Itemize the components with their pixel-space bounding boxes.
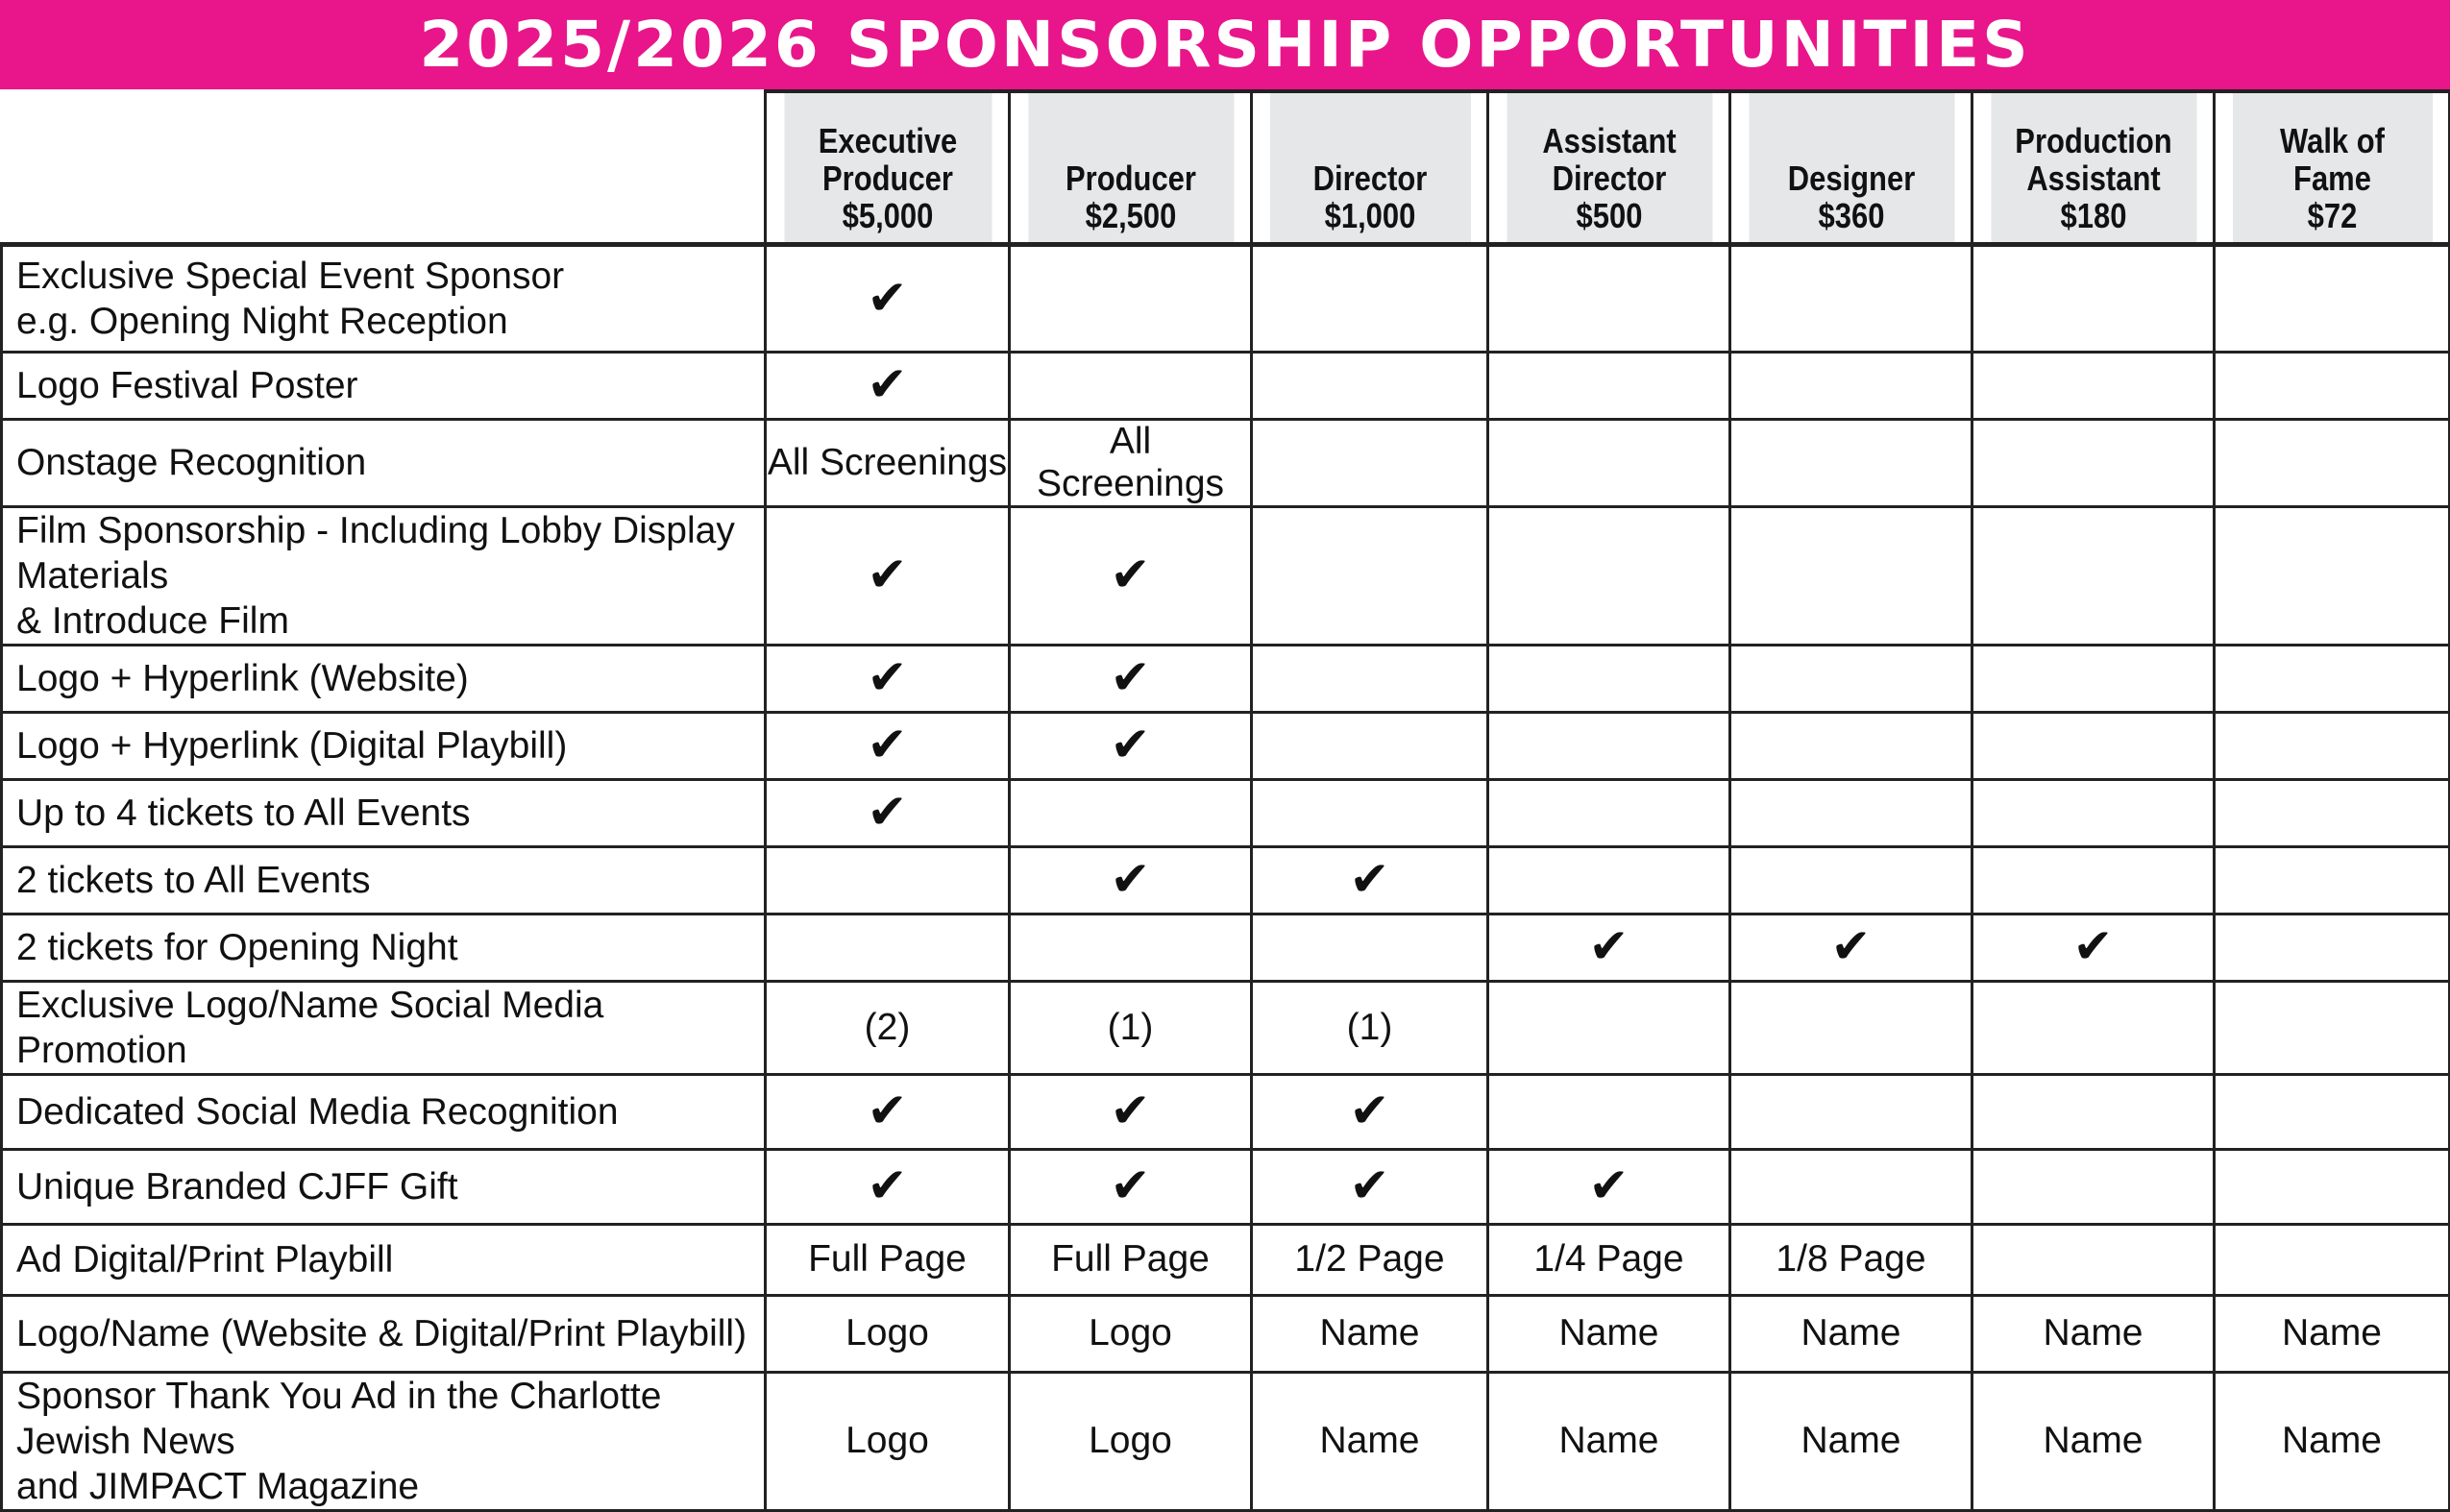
benefit-cell [1730, 645, 1972, 712]
checkmark-icon: ✔ [1110, 1158, 1151, 1213]
benefit-cell [2215, 914, 2450, 981]
feature-cell [2, 981, 766, 1074]
benefit-value: (2) [864, 1006, 911, 1048]
benefit-cell [1730, 506, 1972, 645]
benefit-cell [2215, 645, 2450, 712]
benefit-cell [1488, 779, 1730, 846]
feature-cell [2, 1224, 766, 1295]
benefit-cell [1252, 981, 1488, 1074]
tier-header-line: $72 [2307, 195, 2357, 235]
benefit-cell [1730, 1074, 1972, 1149]
benefit-cell [1252, 1372, 1488, 1510]
tier-header [782, 91, 992, 244]
table-row [2, 712, 2450, 779]
benefit-value: (1) [1107, 1006, 1154, 1048]
tier-header [1747, 91, 1955, 244]
benefit-cell [1252, 1149, 1488, 1224]
benefit-cell [1010, 1295, 1252, 1372]
table-row [2, 846, 2450, 914]
table-row [2, 645, 2450, 712]
benefit-value: Logo [1089, 1420, 1172, 1461]
benefit-cell [1488, 846, 1730, 914]
checkmark-icon: ✔ [867, 269, 908, 326]
checkmark-icon: ✔ [2072, 918, 2114, 974]
checkmark-icon: ✔ [867, 1158, 908, 1213]
tier-header [1989, 91, 2197, 244]
tier-header-line: Assistant [1541, 120, 1677, 160]
benefit-cell [1972, 1372, 2215, 1510]
benefit-value: Full Page [808, 1238, 967, 1280]
benefit-cell [1010, 846, 1252, 914]
feature-cell [2, 419, 766, 506]
benefit-cell [1252, 419, 1488, 506]
benefit-cell [1252, 712, 1488, 779]
checkmark-icon: ✔ [1830, 918, 1872, 974]
benefit-value: (1) [1346, 1006, 1393, 1048]
tier-header-line: Producer [821, 158, 953, 198]
tier-header [1268, 91, 1472, 244]
tier-header-line: Walk of [2279, 120, 2385, 160]
benefit-cell [1972, 506, 2215, 645]
benefit-cell [766, 1074, 1010, 1149]
table-row [2, 914, 2450, 981]
benefit-cell [766, 846, 1010, 914]
benefit-value: Name [1319, 1312, 1420, 1353]
table-row [2, 981, 2450, 1074]
checkmark-icon: ✔ [1110, 547, 1151, 602]
benefit-cell [1252, 779, 1488, 846]
benefit-cell [2215, 712, 2450, 779]
feature-cell [2, 244, 766, 352]
benefit-cell [1252, 1074, 1488, 1149]
benefit-cell [1972, 1074, 2215, 1149]
checkmark-icon: ✔ [1110, 717, 1151, 772]
tier-header [1505, 91, 1713, 244]
feature-cell [2, 846, 766, 914]
tier-header-line: $2,500 [1085, 195, 1176, 235]
benefit-value: Name [1558, 1312, 1659, 1353]
benefit-cell [1252, 244, 1488, 352]
tier-header-line: $1,000 [1324, 195, 1415, 235]
feature-label: 2 tickets for Opening Night [16, 926, 458, 968]
benefit-value: All Screenings [767, 441, 1008, 483]
checkmark-icon: ✔ [867, 649, 908, 705]
benefit-cell [1252, 645, 1488, 712]
benefit-value: Name [1801, 1420, 1901, 1461]
benefit-cell [2215, 1224, 2450, 1295]
benefit-cell [1252, 914, 1488, 981]
benefit-value: 1/8 Page [1776, 1238, 1926, 1280]
tier-header-line: $360 [1818, 195, 1884, 235]
benefit-cell [1972, 645, 2215, 712]
benefit-value: Logo [1089, 1312, 1172, 1353]
tier-header [2231, 91, 2434, 244]
table-row [2, 1295, 2450, 1372]
benefit-cell [766, 1149, 1010, 1224]
checkmark-icon: ✔ [1110, 1083, 1151, 1138]
table-row [2, 506, 2450, 645]
benefit-cell [1010, 914, 1252, 981]
benefit-cell [1972, 981, 2215, 1074]
benefit-cell [766, 352, 1010, 419]
benefit-cell [2215, 981, 2450, 1074]
benefit-cell [1488, 981, 1730, 1074]
feature-cell [2, 1372, 766, 1510]
benefit-cell [2215, 846, 2450, 914]
table-row [2, 779, 2450, 846]
table-row [2, 1224, 2450, 1295]
benefit-cell [766, 1372, 1010, 1510]
checkmark-icon: ✔ [867, 1083, 908, 1138]
feature-label: Unique Branded CJFF Gift [16, 1165, 458, 1207]
benefit-cell [1010, 779, 1252, 846]
benefit-cell [1730, 1149, 1972, 1224]
table-body [2, 244, 2450, 1510]
checkmark-icon: ✔ [1110, 851, 1151, 907]
benefit-cell [1252, 1295, 1488, 1372]
table-row [2, 1149, 2450, 1224]
feature-label: e.g. Opening Night Reception [16, 300, 508, 342]
benefit-cell [1010, 419, 1252, 506]
benefit-value: Name [1319, 1420, 1420, 1461]
benefit-cell [1972, 846, 2215, 914]
feature-label: Exclusive Logo/Name Social Media Promotion [16, 984, 604, 1071]
benefit-cell [766, 419, 1010, 506]
benefit-cell [766, 712, 1010, 779]
benefit-cell [1488, 1074, 1730, 1149]
table-row [2, 1074, 2450, 1149]
benefit-cell [1972, 244, 2215, 352]
feature-label: Logo + Hyperlink (Website) [16, 657, 469, 699]
feature-label: 2 tickets to All Events [16, 859, 371, 901]
tier-header-line: Fame [2292, 158, 2371, 198]
benefit-cell [766, 645, 1010, 712]
feature-label: and JIMPACT Magazine [16, 1465, 420, 1507]
benefit-value: Logo [845, 1312, 929, 1353]
checkmark-icon: ✔ [867, 717, 908, 772]
table-row [2, 1372, 2450, 1510]
header-blank-cell [55, 91, 712, 244]
feature-label: Logo/Name (Website & Digital/Print Playbill) [16, 1312, 747, 1354]
checkmark-icon: ✔ [867, 356, 908, 412]
tier-header-line: Designer [1787, 158, 1915, 198]
benefit-cell [1252, 352, 1488, 419]
benefit-cell [1488, 1224, 1730, 1295]
feature-cell [2, 1074, 766, 1149]
benefit-cell [1972, 779, 2215, 846]
feature-label: Logo Festival Poster [16, 364, 358, 406]
benefit-value: Name [2043, 1312, 2144, 1353]
benefit-cell [1730, 846, 1972, 914]
benefit-cell [766, 779, 1010, 846]
benefit-cell [1010, 244, 1252, 352]
benefit-cell [1972, 1149, 2215, 1224]
benefit-cell [1488, 914, 1730, 981]
benefit-cell [766, 981, 1010, 1074]
benefit-cell [1972, 352, 2215, 419]
table-row [2, 244, 2450, 352]
benefit-cell [2215, 779, 2450, 846]
tier-header-line: Producer [1065, 158, 1196, 198]
feature-cell [2, 914, 766, 981]
feature-label: Film Sponsorship - Including Lobby Display Materials [16, 509, 735, 597]
benefit-cell [1972, 914, 2215, 981]
feature-label: Up to 4 tickets to All Events [16, 792, 471, 834]
benefit-cell [1972, 419, 2215, 506]
benefit-cell [1972, 1224, 2215, 1295]
benefit-cell [1730, 419, 1972, 506]
benefit-cell [1010, 506, 1252, 645]
benefit-cell [766, 1295, 1010, 1372]
feature-cell [2, 352, 766, 419]
benefit-value: Logo [845, 1420, 929, 1461]
benefit-cell [2215, 352, 2450, 419]
sponsorship-table [0, 89, 2450, 1512]
feature-cell [2, 1295, 766, 1372]
benefit-cell [1730, 779, 1972, 846]
feature-label: Onstage Recognition [16, 442, 367, 483]
benefit-cell [1488, 1149, 1730, 1224]
benefit-cell [766, 244, 1010, 352]
checkmark-icon: ✔ [1349, 1158, 1390, 1213]
benefit-cell [2215, 1149, 2450, 1224]
feature-cell [2, 779, 766, 846]
benefit-value: Name [1801, 1312, 1901, 1353]
benefit-cell [1972, 712, 2215, 779]
benefit-cell [1010, 712, 1252, 779]
benefit-cell [1010, 645, 1252, 712]
tier-header-line: Production [2014, 120, 2172, 160]
benefit-cell [766, 914, 1010, 981]
tier-header-line: $180 [2060, 195, 2126, 235]
benefit-cell [1488, 712, 1730, 779]
benefit-cell [1010, 1372, 1252, 1510]
benefit-cell [1252, 1224, 1488, 1295]
benefit-cell [2215, 244, 2450, 352]
benefit-value: Name [2281, 1312, 2383, 1353]
feature-label: Logo + Hyperlink (Digital Playbill) [16, 724, 568, 767]
benefit-cell [2215, 419, 2450, 506]
benefit-cell [2215, 506, 2450, 645]
table-row [2, 352, 2450, 419]
benefit-cell [766, 506, 1010, 645]
feature-label: Ad Digital/Print Playbill [16, 1238, 394, 1280]
benefit-cell [1730, 981, 1972, 1074]
benefit-cell [1730, 352, 1972, 419]
table-row [2, 419, 2450, 506]
checkmark-icon: ✔ [1110, 649, 1151, 705]
benefit-cell [766, 1224, 1010, 1295]
benefit-cell [1488, 506, 1730, 645]
benefit-value: 1/4 Page [1533, 1238, 1684, 1280]
feature-cell [2, 506, 766, 645]
checkmark-icon: ✔ [1588, 1158, 1629, 1213]
benefit-cell [1010, 981, 1252, 1074]
benefit-value: Name [1558, 1420, 1659, 1461]
benefit-cell [1730, 244, 1972, 352]
tier-header-line: Assistant [2025, 158, 2161, 198]
tier-header [1026, 91, 1235, 244]
benefit-value: 1/2 Page [1294, 1238, 1445, 1280]
benefit-cell [1730, 914, 1972, 981]
benefit-cell [1730, 1295, 1972, 1372]
tier-header-line: Executive [818, 120, 957, 160]
feature-label: Sponsor Thank You Ad in the Charlotte Jewish News [16, 1375, 662, 1462]
tier-header-line: Director [1312, 158, 1427, 198]
tier-header-line: $5,000 [842, 195, 933, 235]
benefit-cell [1010, 1074, 1252, 1149]
benefit-cell [1488, 244, 1730, 352]
feature-label: & Introduce Film [16, 599, 289, 642]
feature-cell [2, 712, 766, 779]
benefit-cell [1730, 1372, 1972, 1510]
feature-cell [2, 1149, 766, 1224]
feature-label: Exclusive Special Event Sponsor [16, 255, 565, 297]
page-title: 2025/2026 SPONSORSHIP OPPORTUNITIES [0, 0, 2450, 89]
benefit-value: Name [2043, 1420, 2144, 1461]
header-row [2, 91, 2450, 244]
feature-cell [2, 645, 766, 712]
benefit-cell [1488, 419, 1730, 506]
benefit-cell [1252, 846, 1488, 914]
benefit-value: Name [2281, 1420, 2383, 1461]
benefit-cell [1488, 352, 1730, 419]
feature-label: Dedicated Social Media Recognition [16, 1090, 619, 1133]
benefit-cell [1252, 506, 1488, 645]
benefit-cell [1010, 352, 1252, 419]
benefit-value: Full Page [1051, 1238, 1210, 1280]
checkmark-icon: ✔ [867, 784, 908, 840]
benefit-cell [1488, 1372, 1730, 1510]
checkmark-icon: ✔ [1588, 918, 1629, 974]
benefit-cell [1972, 1295, 2215, 1372]
benefit-cell [1488, 645, 1730, 712]
benefit-cell [2215, 1074, 2450, 1149]
tier-header-line: $500 [1576, 195, 1642, 235]
checkmark-icon: ✔ [1349, 1083, 1390, 1138]
benefit-cell [2215, 1372, 2450, 1510]
benefit-cell [1010, 1149, 1252, 1224]
benefit-cell [1488, 1295, 1730, 1372]
benefit-cell [1730, 1224, 1972, 1295]
benefit-cell [1010, 1224, 1252, 1295]
checkmark-icon: ✔ [867, 547, 908, 602]
benefit-cell [1730, 712, 1972, 779]
benefit-cell [2215, 1295, 2450, 1372]
checkmark-icon: ✔ [1349, 851, 1390, 907]
tier-header-line: Director [1552, 158, 1666, 198]
benefit-value: All Screenings [1036, 420, 1225, 504]
